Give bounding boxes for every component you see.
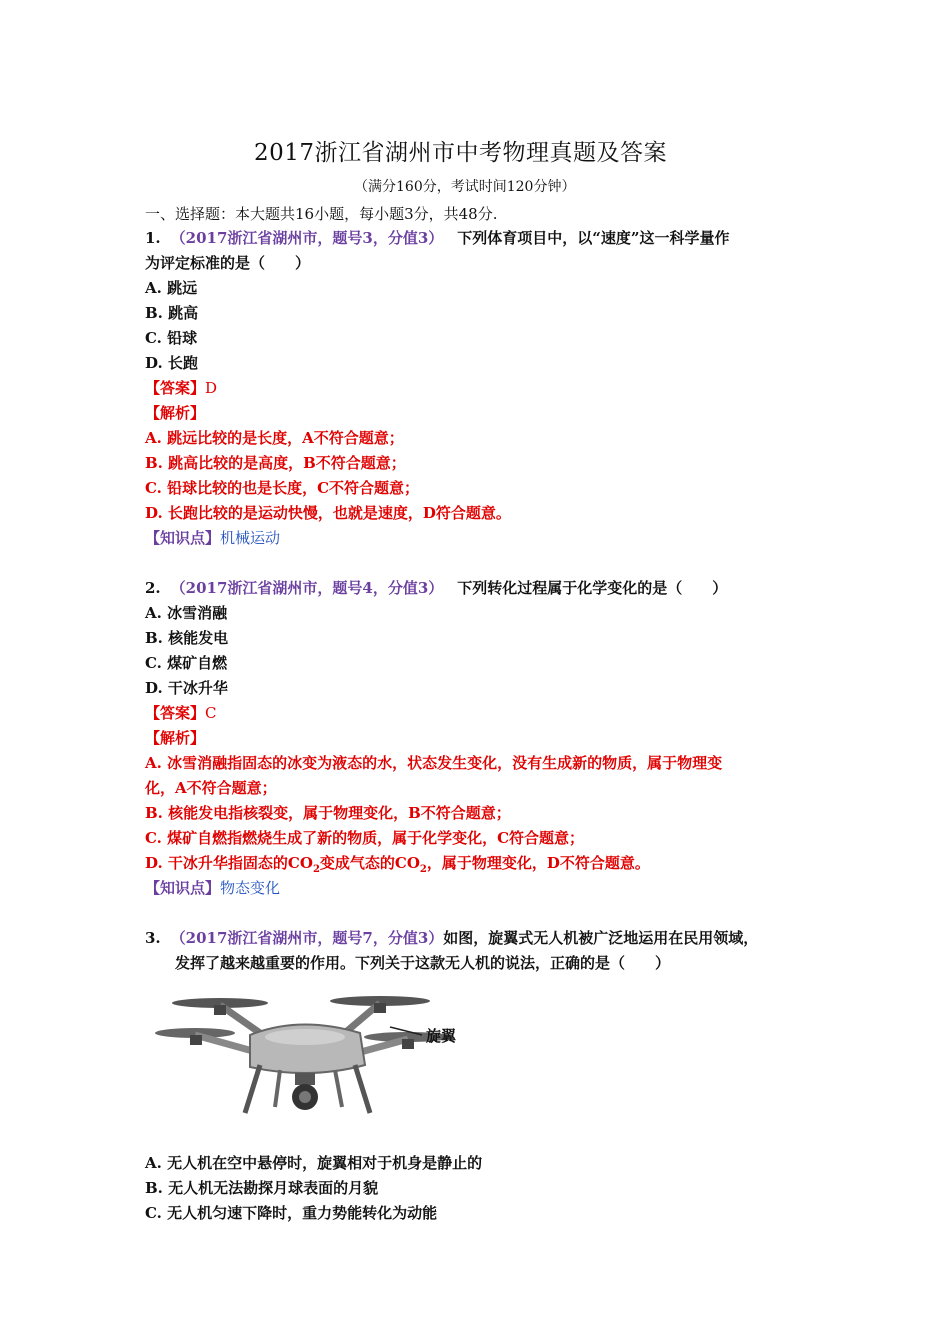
q1-line1 [145,227,730,248]
q2-analysis-d-sub1: 2 [312,864,320,875]
q1-answer [145,377,217,398]
q2-option-a: A. 冰雪消融 [145,604,228,622]
q2-option-c: C. 煤矿自燃 [145,654,228,672]
q2-analysis-a2: 化，A不符合题意； [145,779,277,797]
q2-number: 2. [145,579,161,597]
q2-analysis-d-post: ，属于物理变化，D不符合题意。 [426,854,650,872]
drone-figure [150,985,470,1125]
q2-analysis-d-mid: 变成气态的CO [319,854,420,872]
q3-line1 [145,927,758,948]
q3-option-a: A. 无人机在空中悬停时，旋翼相对于机身是静止的 [145,1154,483,1172]
q3-option-c: C. 无人机匀速下降时，重力势能转化为动能 [145,1204,438,1222]
q3-stem-a: 如图，旋翼式无人机被广泛地运用在民用领域， [443,929,759,947]
knowledge-label: 【知识点】 [145,879,221,897]
q1-answer-value: D [205,379,218,397]
q2-answer-value: C [205,704,217,722]
q2-analysis-d-pre: D. 干冰升华指固态的CO [145,854,313,872]
q1-analysis-b: B. 跳高比较的是高度，B不符合题意； [145,454,406,472]
q2-option-d: D. 干冰升华 [145,679,228,697]
drone-illustration [150,985,470,1125]
q3-stem-b: 发挥了越来越重要的作用。下列关于这款无人机的说法，正确的是（ ） [175,954,671,972]
q2-stem: 下列转化过程属于化学变化的是（ ） [457,579,728,597]
q2-source: （2017浙江省湖州市，题号4，分值3） [170,579,444,597]
q1-stem-a: 下列体育项目中，以“速度”这一科学量作 [457,229,730,247]
q2-analysis-c: C. 煤矿自燃指燃烧生成了新的物质，属于化学变化，C符合题意； [145,829,585,847]
q2-line1 [145,577,727,598]
q1-option-d: D. 长跑 [145,354,198,372]
answer-label: 【答案】 [145,704,206,722]
q1-option-b: B. 跳高 [145,304,199,322]
q1-analysis-a: A. 跳远比较的是长度，A不符合题意； [145,429,404,447]
q1-option-c: C. 铅球 [145,329,198,347]
q1-source: （2017浙江省湖州市，题号3，分值3） [170,229,444,247]
q1-analysis-label: 【解析】 [145,404,206,422]
q2-analysis-label: 【解析】 [145,729,206,747]
q1-stem-b: 为评定标准的是（ ） [145,254,311,272]
q1-number: 1. [145,229,161,247]
rotor-label: 旋翼 [426,1027,457,1045]
answer-label: 【答案】 [145,379,206,397]
q3-option-b: B. 无人机无法勘探月球表面的月貌 [145,1179,379,1197]
q2-option-b: B. 核能发电 [145,629,229,647]
q2-analysis-d-sub2: 2 [419,864,427,875]
q2-analysis-b: B. 核能发电指核裂变，属于物理变化，B不符合题意； [145,804,511,822]
q1-analysis-c: C. 铅球比较的也是长度，C不符合题意； [145,479,420,497]
q2-analysis-a1: A. 冰雪消融指固态的冰变为液态的水，状态发生变化，没有生成新的物质，属于物理变 [145,754,723,772]
q2-analysis-d [145,852,650,875]
knowledge-label: 【知识点】 [145,529,221,547]
q1-knowledge-value: 机械运动 [220,529,281,547]
q1-analysis-d: D. 长跑比较的是运动快慢，也就是速度，D符合题意。 [145,504,511,522]
q3-number: 3. [145,929,161,947]
page-title: 2017浙江省湖州市中考物理真题及答案 [254,140,668,166]
q2-knowledge-value: 物态变化 [220,879,281,897]
q2-answer [145,702,217,723]
q2-knowledge [145,877,280,898]
page-subtitle: （满分160分，考试时间120分钟） [354,179,576,195]
q1-knowledge [145,527,280,548]
section-heading: 一、选择题：本大题共16小题，每小题3分，共48分. [145,205,498,223]
q1-option-a: A. 跳远 [145,279,198,297]
q3-source: （2017浙江省湖州市，题号7，分值3） [170,929,444,947]
